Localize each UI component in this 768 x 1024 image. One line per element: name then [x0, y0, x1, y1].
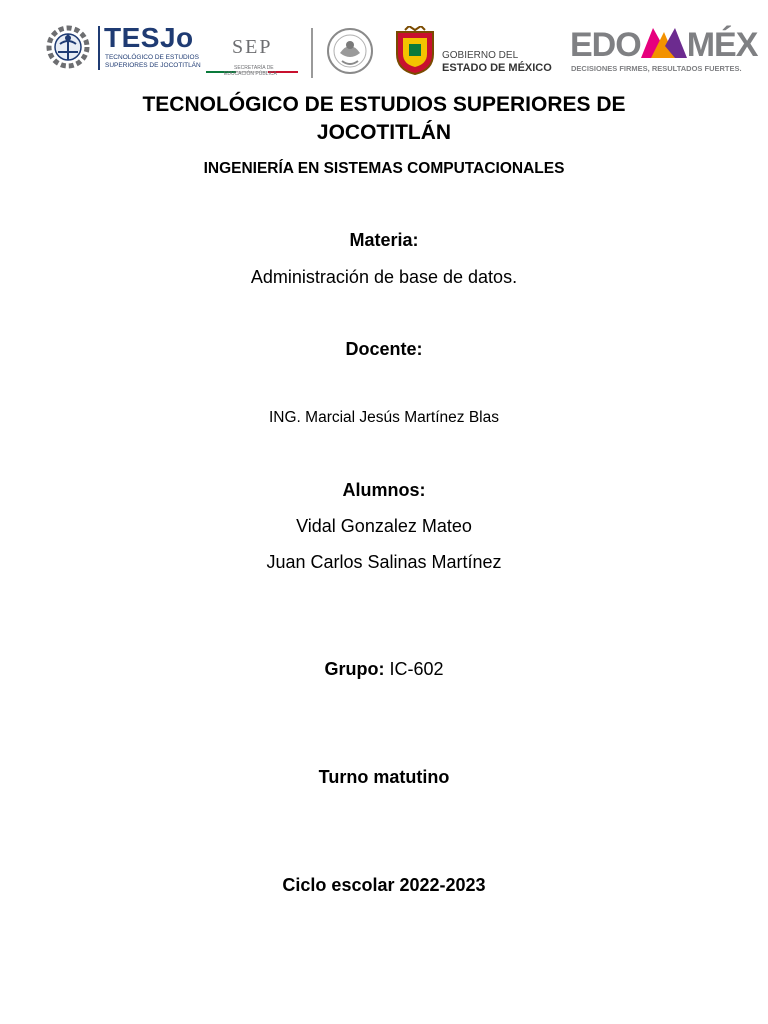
sep-subtitle-2: EDUCACIÓN PÚBLICA — [224, 71, 277, 77]
subject-label: Materia: — [349, 230, 419, 250]
sep-subtitle-1: SECRETARÍA DE — [234, 65, 274, 71]
sep-name: SEP — [232, 36, 273, 58]
teacher-label: Docente: — [345, 339, 423, 359]
shift-value: Turno matutino — [318, 767, 450, 787]
student-1: Vidal Gonzalez Mateo — [296, 516, 472, 536]
edomex-name-a: EDO — [570, 26, 641, 64]
gobierno-line2: ESTADO DE MÉXICO — [442, 62, 552, 74]
group-label: Grupo: — [324, 659, 385, 679]
group-line — [0, 659, 768, 680]
student-2: Juan Carlos Salinas Martínez — [266, 552, 502, 572]
tesjo-subtitle-2: SUPERIORES DE JOCOTITLÁN — [105, 62, 201, 69]
group-value: IC-602 — [384, 659, 444, 679]
tesjo-name: TESJo — [104, 22, 194, 53]
cycle-value: Ciclo escolar 2022-2023 — [282, 875, 486, 895]
teacher-value: ING. Marcial Jesús Martínez Blas — [269, 409, 499, 426]
career-name: INGENIERÍA EN SISTEMAS COMPUTACIONALES — [203, 160, 565, 177]
students-label: Alumnos: — [342, 480, 426, 500]
tesjo-subtitle-1: TECNOLÓGICO DE ESTUDIOS — [105, 54, 199, 61]
subject-value: Administración de base de datos. — [250, 267, 518, 287]
gobierno-line1: GOBIERNO DEL — [442, 50, 519, 61]
institution-title-line2: JOCOTITLÁN — [316, 121, 452, 144]
edomex-name-b: MÉX — [686, 26, 758, 64]
edomex-slogan: DECISIONES FIRMES, RESULTADOS FUERTES. — [571, 64, 742, 73]
institution-title-line1: TECNOLÓGICO DE ESTUDIOS SUPERIORES DE — [142, 93, 626, 116]
